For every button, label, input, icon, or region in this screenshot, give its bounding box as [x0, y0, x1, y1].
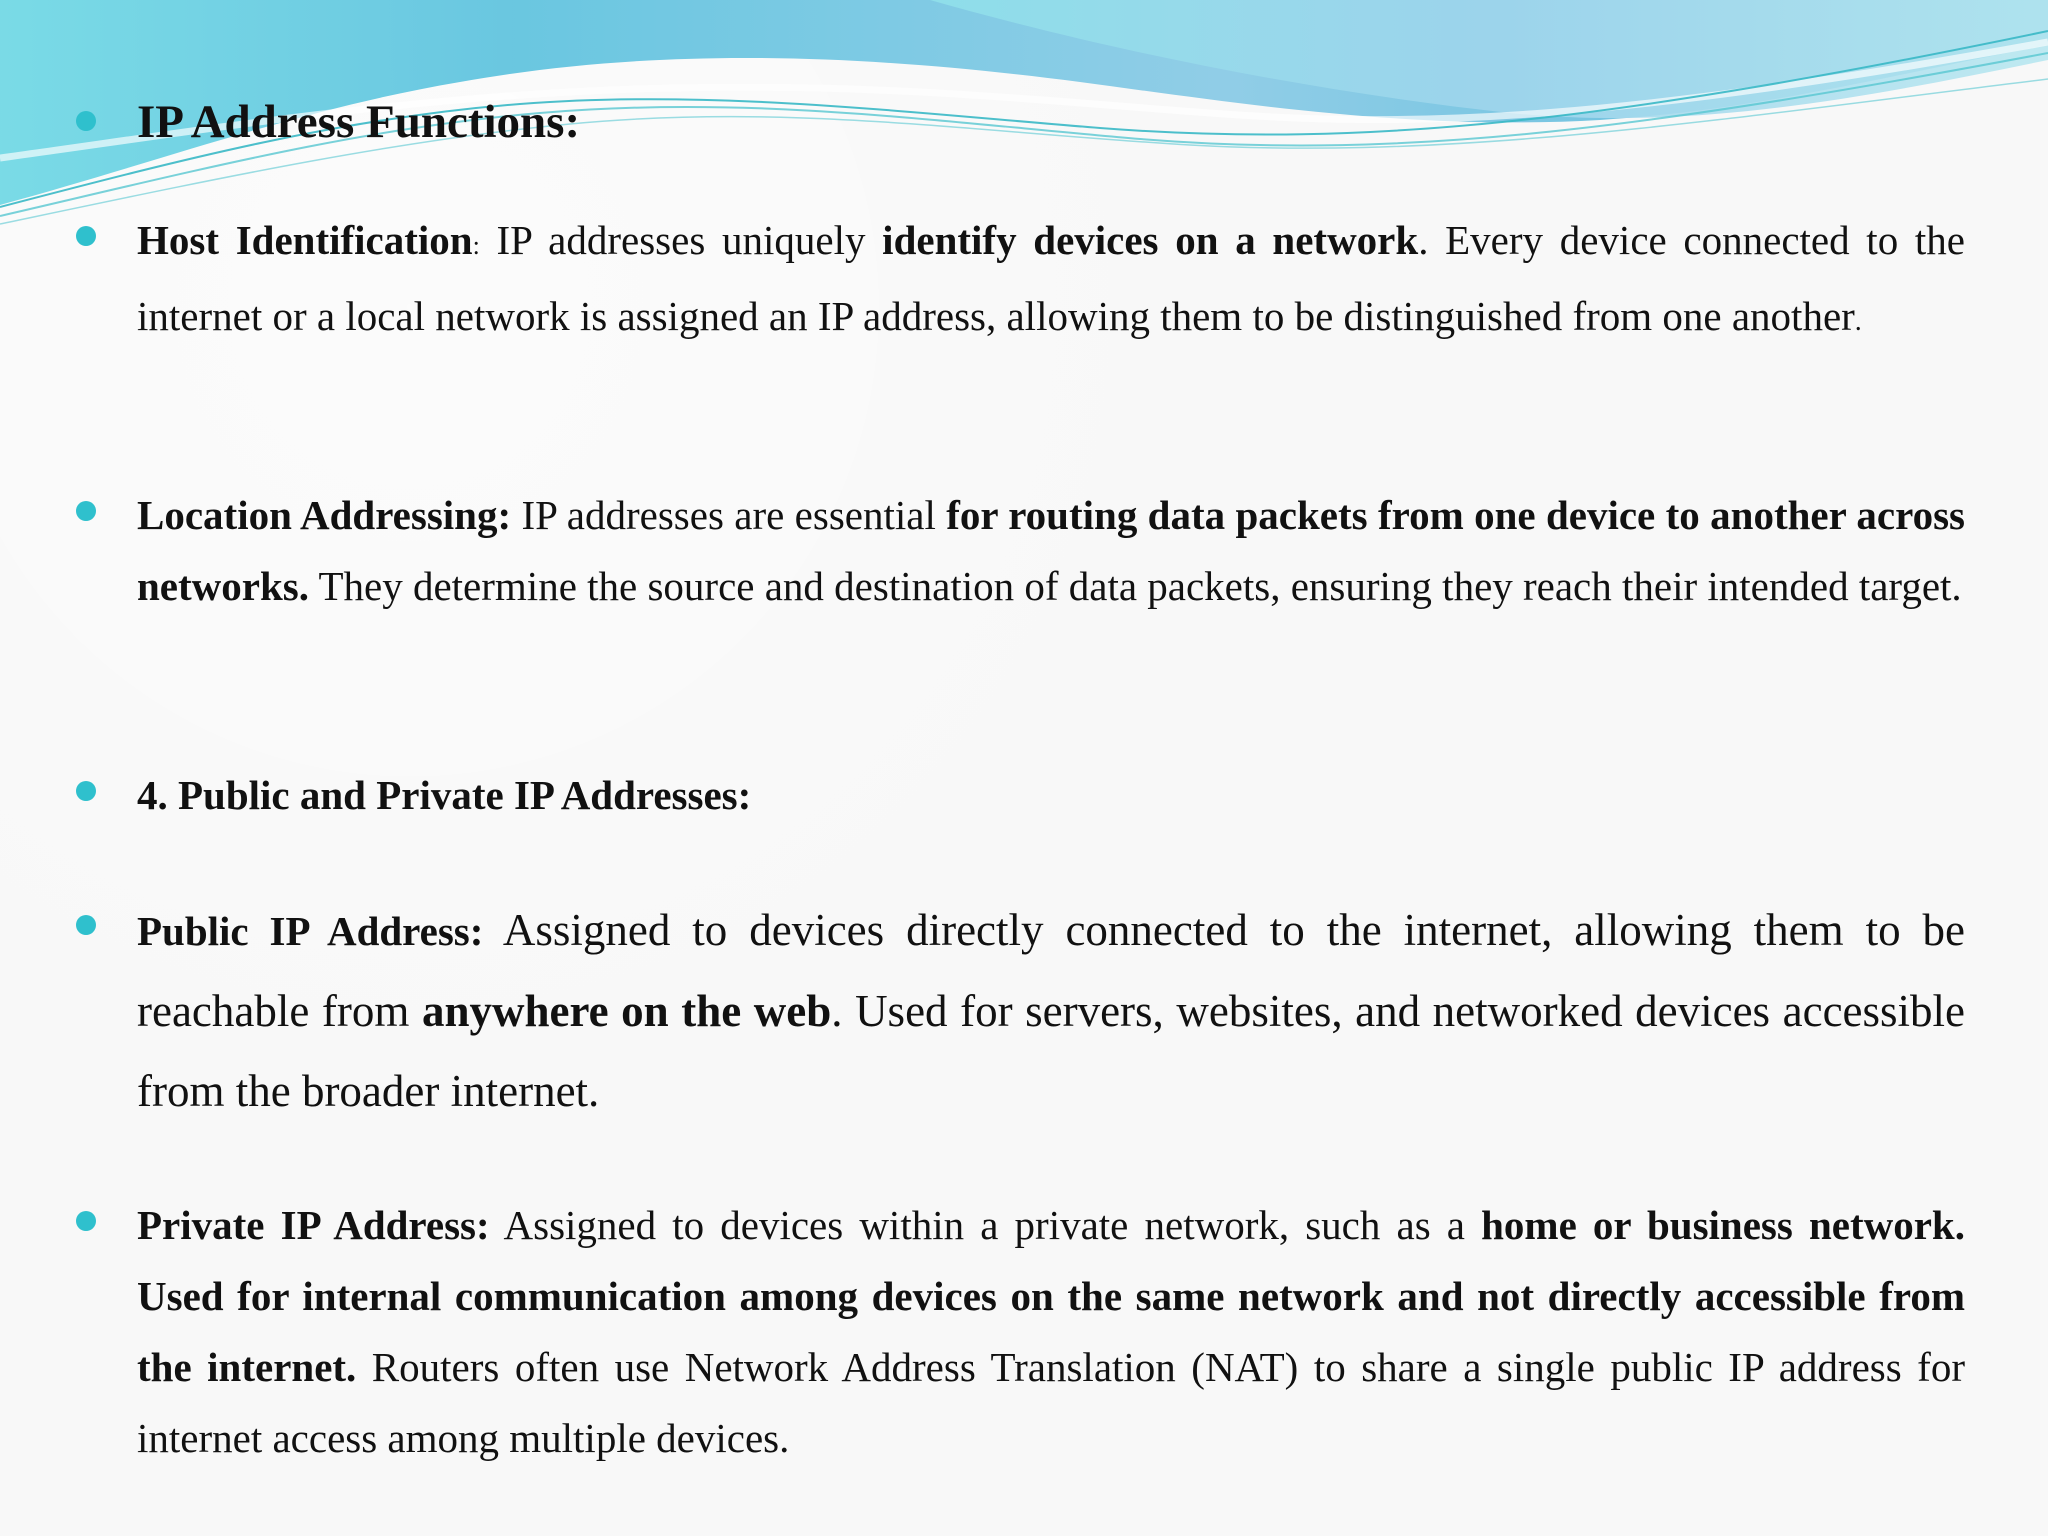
host-identification-lead: IP addresses uniquely: [479, 217, 883, 263]
location-addressing-emphasis: for routing data packets from one device to another across networks.: [137, 492, 1965, 609]
public-ip-lead: Assigned to devices directly connected to the internet, allowing them to be reachable from: [137, 905, 1965, 1036]
public-ip-paragraph: [137, 890, 1965, 1131]
private-ip-text: Routers often use Network Address Translation (NAT) to share a single public IP address for internet access among multiple devices.: [137, 1344, 1965, 1461]
public-ip-emphasis: anywhere on the web: [421, 986, 832, 1036]
bullet-dot-icon: [76, 226, 96, 246]
bullet-dot-icon: [76, 915, 96, 935]
bullet-title: [76, 92, 1966, 162]
private-ip-emphasis: home or business network. Used for internal communication among devices on the same network and not directly accessible from the internet.: [137, 1202, 1965, 1390]
bullet-host-identification: [76, 205, 1966, 415]
host-identification-period: .: [1854, 306, 1862, 337]
private-ip-paragraph: [137, 1190, 1965, 1474]
host-identification-paragraph: [137, 205, 1965, 357]
title-text: IP Address Functions:: [137, 96, 581, 148]
host-identification-colon: :: [472, 231, 480, 260]
host-identification-emphasis: identify devices on a network: [882, 217, 1419, 263]
location-addressing-lead: IP addresses are essential: [511, 492, 947, 538]
bullet-private-ip-address: [76, 1190, 1966, 1490]
location-addressing-text: They determine the source and destination of data packets, ensuring they reach their intended target.: [308, 563, 1962, 609]
location-addressing-label: Location Addressing:: [137, 492, 512, 538]
bullet-public-private-heading: [76, 760, 1966, 830]
bullet-dot-icon: [76, 781, 96, 801]
location-addressing-paragraph: [137, 480, 1965, 622]
bullet-dot-icon: [76, 1211, 96, 1231]
slide-title: [137, 92, 1965, 152]
bullet-dot-icon: [76, 501, 96, 521]
private-ip-lead: Assigned to devices within a private network, such as a: [489, 1202, 1482, 1248]
host-identification-label: Host Identification: [137, 217, 473, 263]
public-ip-label: Public IP Address:: [137, 908, 484, 954]
host-identification-text: . Every device connected to the internet or a local network is assigned an IP address, allowing them to be distinguished from one another: [137, 217, 1965, 339]
bullet-location-addressing: [76, 480, 1966, 690]
private-ip-label: Private IP Address:: [137, 1202, 490, 1248]
bullet-dot-icon: [76, 111, 96, 131]
public-private-heading-text: 4. Public and Private IP Addresses:: [137, 772, 752, 818]
public-private-heading: [137, 760, 1965, 831]
public-ip-text: . Used for servers, websites, and networked devices accessible from the broader internet.: [137, 986, 1966, 1116]
bullet-public-ip-address: [76, 890, 1966, 1140]
